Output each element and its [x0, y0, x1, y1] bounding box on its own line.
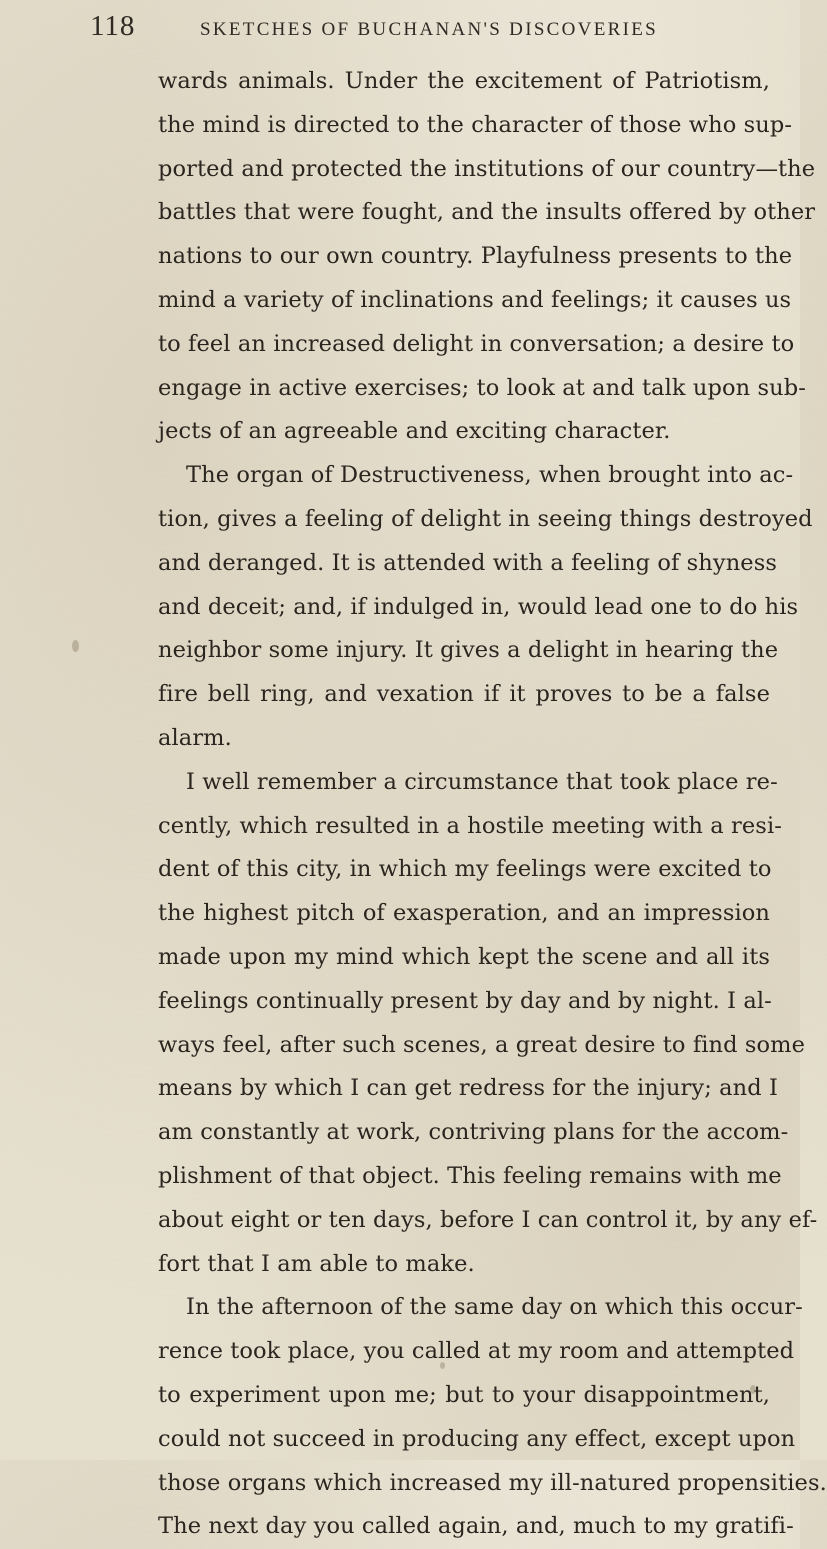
paper-stain: [440, 1362, 445, 1369]
text-line: rence took place, you called at my room and attempted: [158, 1338, 795, 1365]
paragraph-start-line: The organ of Destructiveness, when brought into ac-: [186, 462, 794, 489]
text-line: fire bell ring, and vexation if it proves to be a false: [158, 681, 770, 708]
text-line: plishment of that object. This feeling remains with me: [158, 1162, 782, 1189]
paragraph-end-line: fort that I am able to make.: [158, 1250, 475, 1277]
paragraph-start-line: In the afternoon of the same day on which this occur-: [186, 1294, 803, 1321]
text-line: tion, gives a feeling of delight in seeing things destroyed: [158, 505, 813, 532]
paper-stain: [72, 640, 79, 652]
text-line: am constantly at work, contriving plans for the accom-: [158, 1119, 789, 1146]
text-line: to experiment upon me; but to your disappointment,: [158, 1381, 770, 1408]
text-line: dent of this city, in which my feelings were excited to: [158, 856, 772, 883]
text-line: and deranged. It is attended with a feeling of shyness: [158, 549, 777, 576]
text-line: engage in active exercises; to look at and talk upon sub-: [158, 374, 806, 401]
text-line: The next day you called again, and, much to my gratifi-: [158, 1513, 794, 1540]
text-line: neighbor some injury. It gives a delight in hearing the: [158, 637, 779, 664]
paper-stain: [750, 1385, 756, 1394]
text-line: those organs which increased my ill-natured propensities.: [158, 1469, 827, 1496]
text-line: nations to our own country. Playfulness presents to the: [158, 243, 793, 270]
text-line: could not succeed in producing any effect, except upon: [158, 1425, 796, 1452]
text-line: made upon my mind which kept the scene and all its: [158, 943, 770, 970]
text-line: ported and protected the institutions of our country—the: [158, 155, 816, 182]
page-number: 118: [90, 10, 136, 42]
text-line: and deceit; and, if indulged in, would lead one to do his: [158, 593, 799, 620]
text-line: feelings continually present by day and by night. I al-: [158, 987, 772, 1014]
body-text: [158, 60, 827, 1549]
text-line: wards animals. Under the excitement of Patriotism,: [158, 68, 770, 94]
text-line: the highest pitch of exasperation, and an impression: [158, 900, 770, 927]
text-line: ways feel, after such scenes, a great desire to find some: [158, 1031, 806, 1058]
running-title: SKETCHES OF BUCHANAN'S DISCOVERIES: [200, 19, 658, 40]
text-line: mind a variety of inclinations and feelings; it causes us: [158, 286, 792, 313]
text-line: means by which I can get redress for the injury; and I: [158, 1075, 778, 1102]
text-line: battles that were fought, and the insults offered by other: [158, 199, 816, 226]
text-line: cently, which resulted in a hostile meeting with a resi-: [158, 812, 782, 839]
paragraph-end-line: jects of an agreeable and exciting character.: [158, 418, 671, 445]
text-line: about eight or ten days, before I can control it, by any ef-: [158, 1206, 818, 1233]
text-line: the mind is directed to the character of those who sup-: [158, 111, 793, 138]
running-head: [90, 10, 780, 50]
text-line: to feel an increased delight in conversation; a desire to: [158, 330, 795, 357]
paragraph-start-line: I well remember a circumstance that took place re-: [186, 768, 778, 795]
paragraph-end-line: alarm.: [158, 724, 232, 751]
